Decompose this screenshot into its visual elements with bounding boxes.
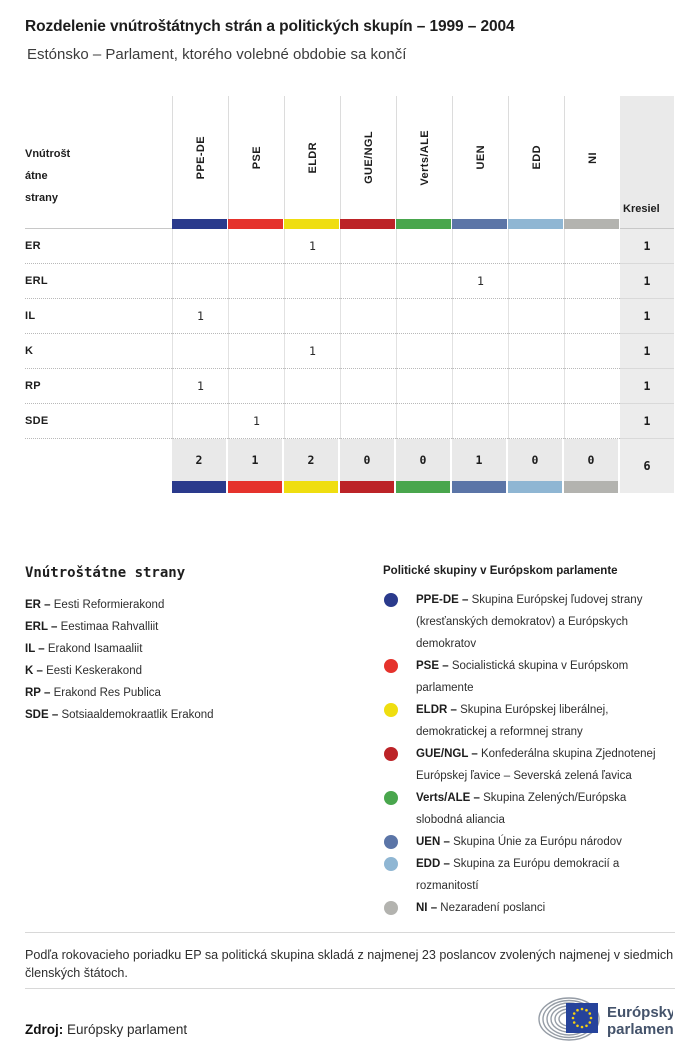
party-name: Eestimaa Rahvalliit <box>60 621 159 633</box>
group-name: Skupina za Európu demokracií a rozmanitostí <box>416 858 620 892</box>
bottom-bar-spacer <box>25 481 172 493</box>
party-name: Eesti Keskerakond <box>46 665 142 677</box>
row-label-K: K <box>25 334 172 369</box>
hemicycle-eu-flag-icon <box>513 996 673 1044</box>
column-header-label: UEN <box>474 145 487 170</box>
color-bar <box>564 219 620 229</box>
national-parties-list <box>25 594 383 726</box>
cell-ER-GUE/NGL <box>340 229 396 264</box>
cell-K-UEN <box>452 334 508 369</box>
group-legend-item <box>383 831 662 853</box>
cell-ER-NI <box>564 229 620 264</box>
page-subtitle: Estónsko – Parlament, ktorého volebné obdobie sa končí <box>27 46 407 63</box>
political-groups-legend <box>383 565 675 919</box>
group-name: Skupina Únie za Európu národov <box>453 836 622 848</box>
total-cell-UEN: 1 <box>452 439 508 481</box>
bottom-color-bar-UEN <box>452 481 508 493</box>
total-cell-EDD: 0 <box>508 439 564 481</box>
row-header-line: Vnútrošt <box>25 148 71 160</box>
seats-cell-K: 1 <box>620 334 674 369</box>
group-abbr: NI – <box>416 902 441 914</box>
group-color-bar-Verts/ALE <box>396 219 452 229</box>
seats-cell-ERL: 1 <box>620 264 674 299</box>
group-color-dot-icon <box>384 835 398 849</box>
cell-RP-UEN <box>452 369 508 404</box>
bottom-color-bar-PSE <box>228 481 284 493</box>
bottom-color-bar-ELDR <box>284 481 340 493</box>
bottom-color-bar-Verts/ALE <box>396 481 452 493</box>
legends-section <box>25 565 700 919</box>
group-color-dot-icon <box>384 791 398 805</box>
cell-ER-ELDR: 1 <box>284 229 340 264</box>
color-bar <box>508 219 564 229</box>
political-groups-legend-title: Politické skupiny v Európskom parlamente <box>383 565 618 577</box>
cell-IL-UEN <box>452 299 508 334</box>
color-bar <box>340 219 396 229</box>
cell-IL-GUE/NGL <box>340 299 396 334</box>
party-legend-item <box>25 594 383 616</box>
cell-ERL-PPE-DE <box>172 264 228 299</box>
group-name: Skupina Zelených/Európska slobodná aliancia <box>416 792 627 826</box>
color-bar <box>284 219 340 229</box>
cell-ERL-PSE <box>228 264 284 299</box>
seats-cell-IL: 1 <box>620 299 674 334</box>
group-legend-item <box>383 589 662 655</box>
cell-RP-ELDR <box>284 369 340 404</box>
cell-ER-EDD <box>508 229 564 264</box>
bottom-color-bar-EDD <box>508 481 564 493</box>
color-bar <box>452 219 508 229</box>
column-header-GUE/NGL <box>340 96 396 219</box>
national-parties-legend <box>25 565 383 919</box>
row-header-label <box>25 96 172 219</box>
cell-ERL-NI <box>564 264 620 299</box>
group-color-bar-GUE/NGL <box>340 219 396 229</box>
row-label-RP: RP <box>25 369 172 404</box>
total-cell-PSE: 1 <box>228 439 284 481</box>
column-header-label: NI <box>586 151 599 164</box>
source-label: Zdroj: <box>25 1022 64 1037</box>
totals-row-spacer <box>25 439 172 481</box>
column-header-EDD <box>508 96 564 219</box>
group-name: Skupina Európskej ľudovej strany (kresťanských demokratov) a Európskych demokratov <box>416 594 643 650</box>
cell-RP-NI <box>564 369 620 404</box>
group-name: Nezaradení poslanci <box>440 902 546 914</box>
political-groups-list <box>383 589 675 919</box>
row-label-SDE: SDE <box>25 404 172 439</box>
bottom-color-bar-NI <box>564 481 620 493</box>
cell-K-NI <box>564 334 620 369</box>
total-cell-GUE/NGL: 0 <box>340 439 396 481</box>
column-header-NI <box>564 96 620 219</box>
cell-SDE-UEN <box>452 404 508 439</box>
row-label-ERL: ERL <box>25 264 172 299</box>
national-parties-legend-title: Vnútroštátne strany <box>25 565 186 581</box>
cell-ER-PPE-DE <box>172 229 228 264</box>
color-bar <box>228 219 284 229</box>
group-abbr: UEN – <box>416 836 454 848</box>
party-name: Erakond Isamaaliit <box>47 643 143 655</box>
column-header-PPE-DE <box>172 96 228 219</box>
bottom-color-bar-GUE/NGL <box>340 481 396 493</box>
row-header-line: átne <box>25 170 48 182</box>
cell-K-GUE/NGL <box>340 334 396 369</box>
party-legend-item <box>25 616 383 638</box>
group-color-dot-icon <box>384 593 398 607</box>
party-abbr: K – <box>25 665 47 677</box>
source-text: Európsky parlament <box>67 1022 188 1037</box>
cell-IL-ELDR <box>284 299 340 334</box>
party-abbr: IL – <box>25 643 48 655</box>
group-legend-item <box>383 787 662 831</box>
divider-bottom <box>25 988 675 989</box>
cell-ER-Verts/ALE <box>396 229 452 264</box>
group-color-dot-icon <box>384 703 398 717</box>
party-abbr: ER – <box>25 599 54 611</box>
party-legend-item <box>25 682 383 704</box>
group-abbr: ELDR – <box>416 704 461 716</box>
group-legend-item <box>383 897 662 919</box>
group-color-dot-icon <box>384 747 398 761</box>
footnote: Podľa rokovacieho poriadku EP sa politická skupina skladá z najmenej 23 poslancov zvolených najmenej v siedmich členských štátoch. <box>25 948 674 980</box>
cell-IL-PPE-DE: 1 <box>172 299 228 334</box>
total-cell-ELDR: 2 <box>284 439 340 481</box>
group-color-dot-icon <box>384 659 398 673</box>
column-header-Verts/ALE <box>396 96 452 219</box>
column-header-label: Verts/ALE <box>418 129 431 186</box>
seats-cell-SDE: 1 <box>620 404 674 439</box>
group-color-dot-icon <box>384 857 398 871</box>
party-name: Sotsiaaldemokraatlik Erakond <box>61 709 214 721</box>
group-legend-item <box>383 655 662 699</box>
cell-RP-PSE <box>228 369 284 404</box>
cell-RP-Verts/ALE <box>396 369 452 404</box>
footer <box>25 932 675 1038</box>
total-cell-Verts/ALE: 0 <box>396 439 452 481</box>
column-header-UEN <box>452 96 508 219</box>
logo-text-line2: parlament <box>607 1021 673 1038</box>
column-header-PSE <box>228 96 284 219</box>
column-header-label: PSE <box>250 145 263 170</box>
group-legend-item <box>383 699 662 743</box>
group-color-bar-NI <box>564 219 620 229</box>
column-header-label: EDD <box>530 145 543 170</box>
group-legend-item <box>383 853 662 897</box>
party-legend-item <box>25 660 383 682</box>
column-header-label: PPE-DE <box>194 135 207 180</box>
seats-column-header: Kresiel <box>620 96 674 229</box>
cell-SDE-ELDR <box>284 404 340 439</box>
party-legend-item <box>25 704 383 726</box>
group-legend-item <box>383 743 662 787</box>
cell-K-PSE <box>228 334 284 369</box>
group-abbr: EDD – <box>416 858 454 870</box>
cell-ER-UEN <box>452 229 508 264</box>
bar-row-spacer <box>25 219 172 229</box>
group-name: Skupina Európskej liberálnej, demokratickej a reformnej strany <box>416 704 609 738</box>
cell-ERL-Verts/ALE <box>396 264 452 299</box>
cell-K-ELDR: 1 <box>284 334 340 369</box>
total-cell-NI: 0 <box>564 439 620 481</box>
cell-IL-Verts/ALE <box>396 299 452 334</box>
color-bar <box>396 219 452 229</box>
cell-RP-GUE/NGL <box>340 369 396 404</box>
total-cell-PPE-DE: 2 <box>172 439 228 481</box>
party-legend-item <box>25 638 383 660</box>
group-name: Socialistická skupina v Európskom parlamente <box>416 660 629 694</box>
group-abbr: GUE/NGL – <box>416 748 481 760</box>
group-abbr: PSE – <box>416 660 452 672</box>
party-abbr: SDE – <box>25 709 62 721</box>
party-name: Erakond Res Publica <box>53 687 161 699</box>
cell-SDE-PPE-DE <box>172 404 228 439</box>
cell-IL-EDD <box>508 299 564 334</box>
group-color-dot-icon <box>384 901 398 915</box>
cell-ERL-ELDR <box>284 264 340 299</box>
group-color-bar-UEN <box>452 219 508 229</box>
party-abbr: ERL – <box>25 621 61 633</box>
cell-K-PPE-DE <box>172 334 228 369</box>
cell-RP-EDD <box>508 369 564 404</box>
logo-text-line1: Európsky <box>607 1004 673 1021</box>
source-line <box>25 1022 187 1037</box>
seats-cell-ER: 1 <box>620 229 674 264</box>
cell-K-EDD <box>508 334 564 369</box>
cell-IL-PSE <box>228 299 284 334</box>
page-title: Rozdelenie vnútroštátnych strán a politických skupín – 1999 – 2004 <box>25 18 515 35</box>
party-abbr: RP – <box>25 687 54 699</box>
bottom-color-bar-PPE-DE <box>172 481 228 493</box>
group-color-bar-PSE <box>228 219 284 229</box>
row-label-ER: ER <box>25 229 172 264</box>
party-name: Eesti Reformierakond <box>53 599 165 611</box>
cell-RP-PPE-DE: 1 <box>172 369 228 404</box>
cell-ER-PSE <box>228 229 284 264</box>
cell-IL-NI <box>564 299 620 334</box>
group-abbr: PPE-DE – <box>416 594 472 606</box>
group-abbr: Verts/ALE – <box>416 792 484 804</box>
group-color-bar-PPE-DE <box>172 219 228 229</box>
distribution-table <box>25 96 674 493</box>
group-name: Konfederálna skupina Zjednotenej Európskej ľavice – Severská zelená ľavica <box>416 748 656 782</box>
cell-SDE-Verts/ALE <box>396 404 452 439</box>
cell-K-Verts/ALE <box>396 334 452 369</box>
group-color-bar-EDD <box>508 219 564 229</box>
divider-top <box>25 932 675 933</box>
cell-ERL-EDD <box>508 264 564 299</box>
column-header-label: ELDR <box>306 141 319 174</box>
group-color-bar-ELDR <box>284 219 340 229</box>
cell-SDE-EDD <box>508 404 564 439</box>
cell-SDE-GUE/NGL <box>340 404 396 439</box>
row-header-line: strany <box>25 192 59 204</box>
european-parliament-logo <box>513 996 673 1044</box>
cell-ERL-GUE/NGL <box>340 264 396 299</box>
total-seats-cell: 6 <box>620 439 674 493</box>
color-bar <box>172 219 228 229</box>
row-label-IL: IL <box>25 299 172 334</box>
cell-ERL-UEN: 1 <box>452 264 508 299</box>
column-header-ELDR <box>284 96 340 219</box>
cell-SDE-NI <box>564 404 620 439</box>
seats-cell-RP: 1 <box>620 369 674 404</box>
cell-SDE-PSE: 1 <box>228 404 284 439</box>
column-header-label: GUE/NGL <box>362 131 375 184</box>
